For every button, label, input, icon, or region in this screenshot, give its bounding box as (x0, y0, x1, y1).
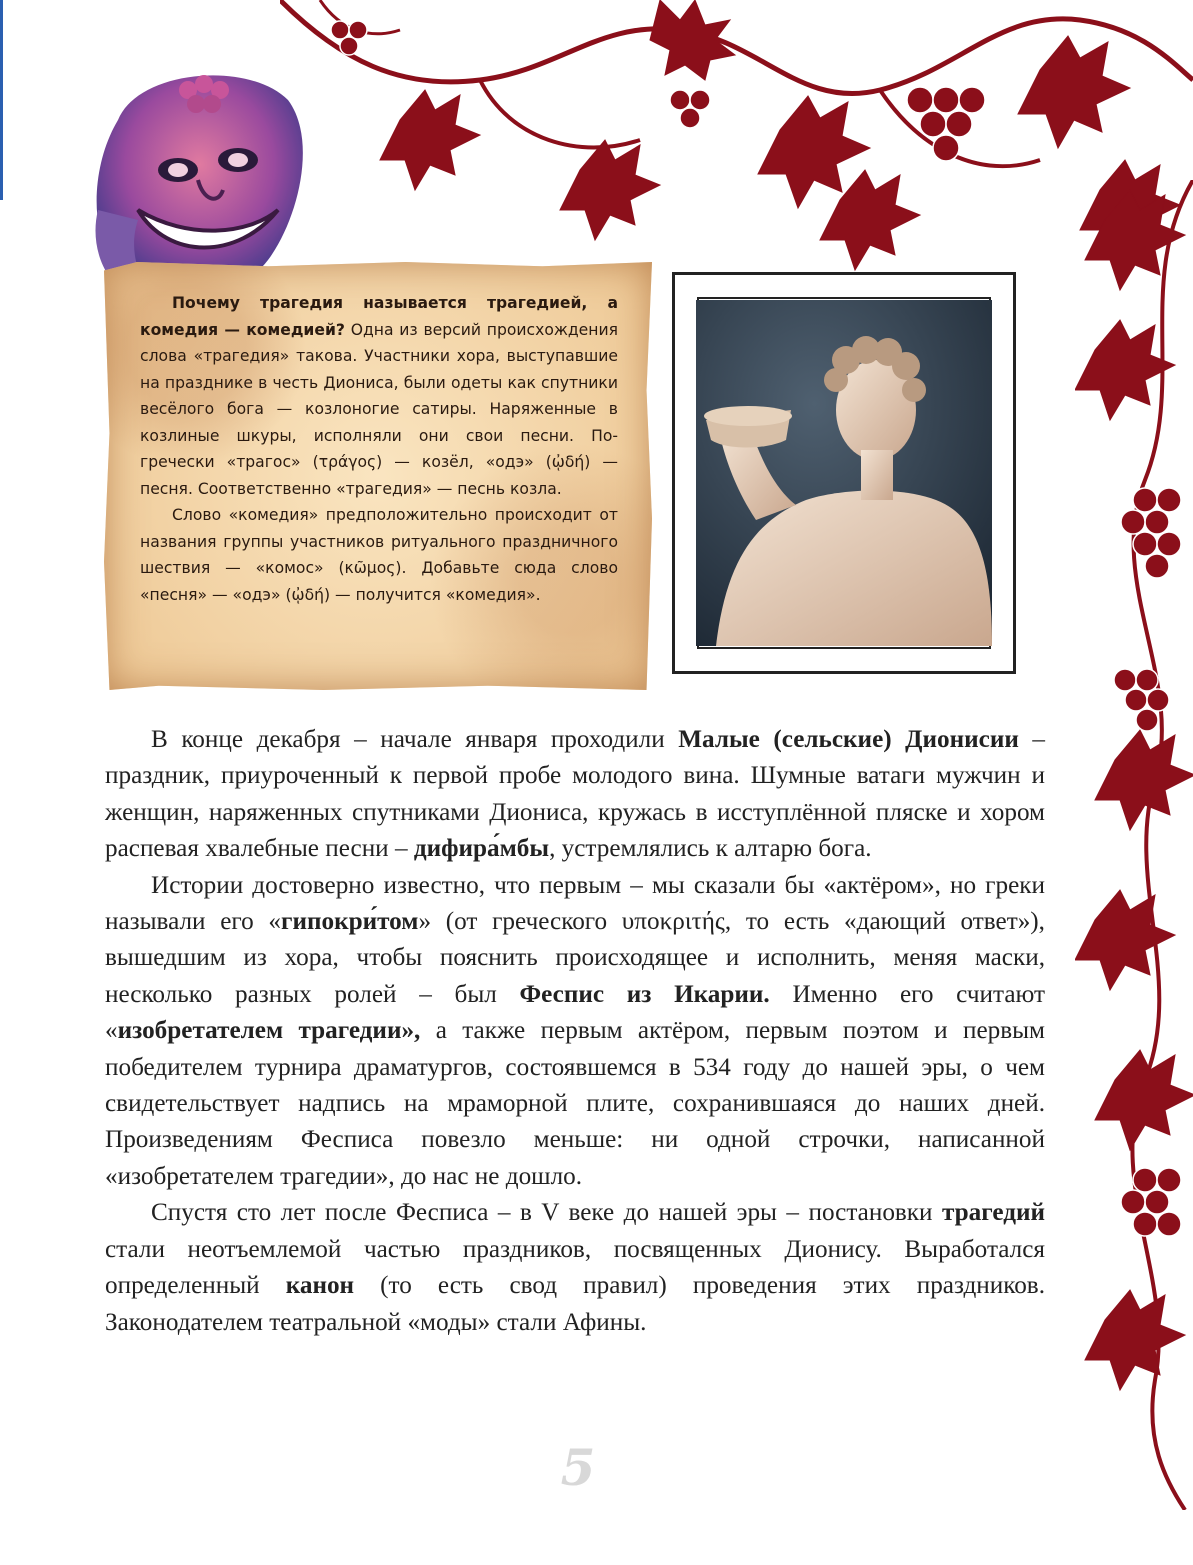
page-edge-strip (0, 0, 3, 200)
sidebar-question: Почему трагедия называется трагедией, а комедия — комедией? (140, 294, 618, 339)
bold-term: изобретателем трагедии», (117, 1017, 421, 1045)
dionysus-statue-photo (696, 300, 992, 646)
main-article-text (105, 722, 1045, 1341)
text-span: Спустя сто лет после Фесписа – в V веке до нашей эры – постановки (151, 1199, 942, 1227)
text-span: В конце декабря – начале января проходили (151, 726, 679, 753)
bold-term: Малые (сельские) Дионисии (678, 726, 1019, 753)
body-paragraph (105, 1195, 1045, 1341)
sidebar-paragraph: Слово «комедия» предположительно происходит от названия группы участников ритуального праздничного шествия — «комос» (κῶμος). Добавьте сюда слово «песня» — «одэ» (ᾠδή) — получится «комедия». (140, 506, 618, 604)
text-span: , устремлялись к алтарю бога. (549, 835, 872, 863)
text-span: » (от греческого υποκριτής, то есть «дающий ответ»), вышедшим из хора, чтобы пояснить происходящее и исполнить, меняя маски, несколько разных ролей – был (105, 908, 1045, 1008)
body-paragraph (105, 868, 1045, 1196)
text-span: стали неотъемлемой частью праздников, посвященных Дионису. Выработался определенный (105, 1235, 1045, 1300)
bold-term: канон (285, 1272, 355, 1300)
text-span: Истории достоверно известно, что первым – мы сказали бы «актёром», но греки называли его « (105, 871, 1045, 936)
bold-term: гипокри́том (281, 908, 419, 936)
text-span: а также первым актёром, первым поэтом и первым победителем турнира драматургов, состоявшемся в 534 году до нашей эры, о чем свидетельствует надпись на мраморной плите, сохранившаяся до наших дней. Произведениям Фесписа повезло меньше: ни одной строчки, написанной «изобретателем трагедии», до нас не дошло. (105, 1017, 1045, 1190)
body-paragraph (105, 722, 1045, 868)
page-number: 5 (560, 1438, 596, 1497)
text-span: (то есть свод правил) проведения этих праздников. Законодателем театральной «моды» стали Афины. (105, 1272, 1045, 1336)
bold-term: дифира́мбы (413, 835, 550, 863)
text-span: Именно его считают « (105, 980, 1045, 1045)
grapevine-ornament-right (1075, 180, 1193, 1510)
bold-term: трагедий (941, 1199, 1045, 1227)
bold-term: Феспис из Икарии. (519, 980, 770, 1008)
text-span: – праздник, приуроченный к первой пробе молодого вина. Шумные ватаги мужчин и женщин, наряженных спутниками Диониса, кружась в исступлённой пляске и хором распевая хвалебные песни – (105, 726, 1045, 863)
grapevine-ornament-top (280, 0, 1193, 300)
sidebar-paragraph-text: Одна из версий происхождения слова «трагедия» такова. Участники хора, выступавшие на празднике в честь Диониса, были одеты как спутники весёлого бога — козлоногие сатиры. Наряженные в козлиные шкуры, исполняли они свои песни. По-гречески «трагос» (τράγος) — козёл, «одэ» (ᾠδή) — песня. Соответственно «трагедия» — песнь козла. (140, 320, 618, 498)
sidebar-text (140, 290, 618, 608)
sidebar-paragraph (140, 290, 618, 502)
